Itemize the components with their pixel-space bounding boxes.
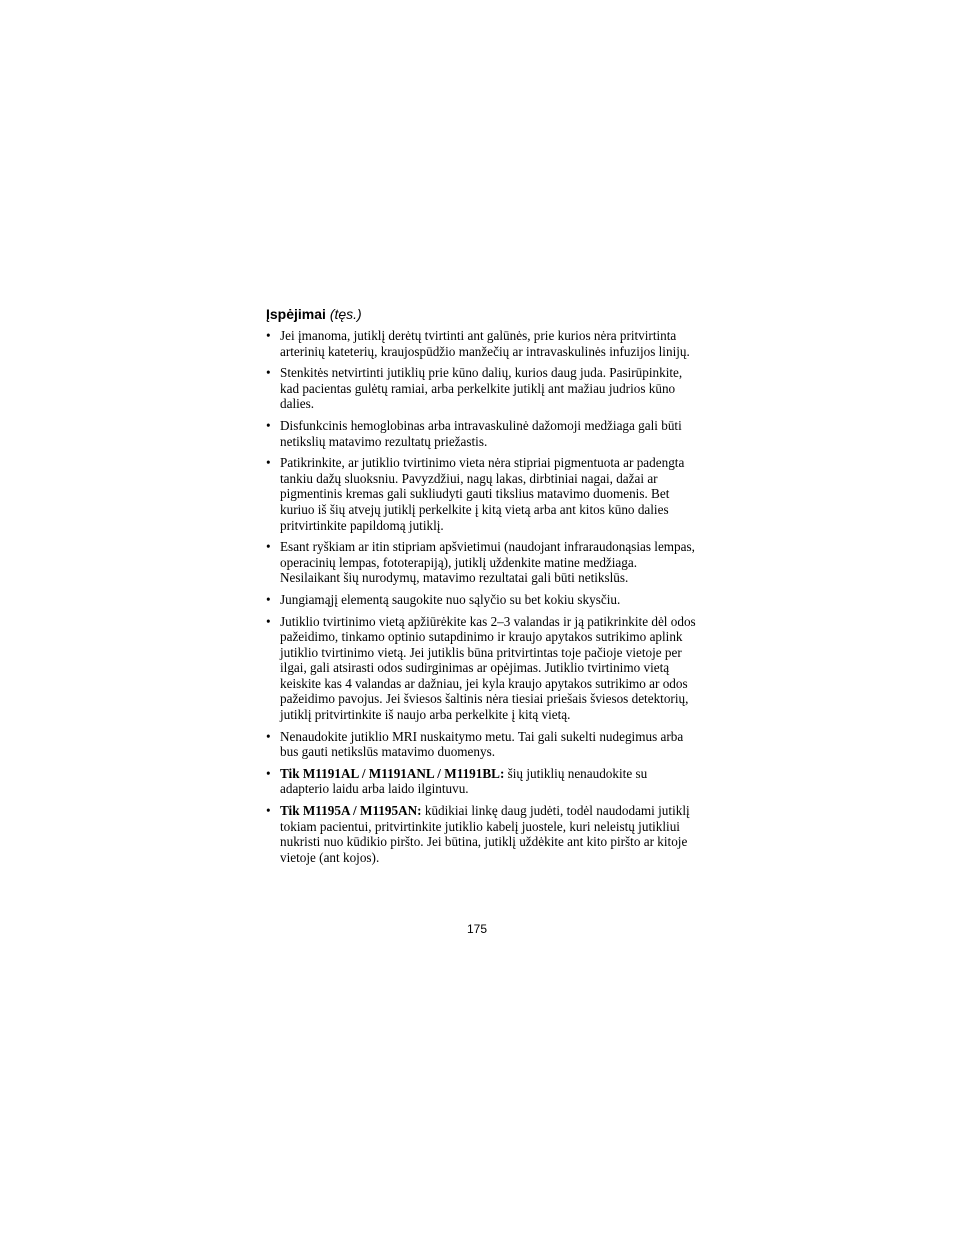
warning-text: Nenaudokite jutiklio MRI nuskaitymo metu. Tai gali sukelti nudegimus arba bus gauti netikslūs matavimo duomenys.	[280, 728, 684, 760]
bullet-icon: •	[266, 591, 271, 607]
page-content	[266, 306, 696, 871]
warning-item	[266, 729, 696, 760]
warning-lead: Tik M1191AL / M1191ANL / M1191BL:	[280, 765, 505, 781]
warning-item	[266, 592, 696, 608]
section-heading-title: Įspėjimai	[266, 306, 326, 322]
bullet-icon: •	[266, 539, 271, 555]
warning-text: Stenkitės netvirtinti jutiklių prie kūno dalių, kurios daug juda. Pasirūpinkite, kad pacientas gulėtų ramiai, arba perkelkite jutiklį ant mažiau judrios kūno dalies.	[280, 365, 683, 412]
warning-text: Jungiamąjį elementą saugokite nuo sąlyčio su bet kokiu skysčiu.	[280, 591, 621, 607]
warning-text: Patikrinkite, ar jutiklio tvirtinimo vieta nėra stipriai pigmentuota ar padengta tankiu dažų sluoksniu. Pavyzdžiui, nagų lakas, dirbtiniai nagai, dažai ar pigmentinis kremas gali sukliudyti gauti tikslius matavimo duomenis. Bet kuriuo iš šių atvejų jutiklį perkelkite į kitą vietą arba ant kitos kūno dalies pritvirtinkite papildomą jutiklį.	[280, 455, 685, 533]
warning-item	[266, 365, 696, 412]
warning-item	[266, 539, 696, 586]
warning-item	[266, 418, 696, 449]
bullet-icon: •	[266, 613, 271, 629]
warning-lead: Tik M1195A / M1195AN:	[280, 803, 422, 819]
warning-text: Jutiklio tvirtinimo vietą apžiūrėkite kas 2–3 valandas ir ją patikrinkite dėl odos pažeidimo, tinkamo optinio sutapdinimo ir kraujo apytakos sutrikimo aplink jutiklio tvirtinimo vietą. Jei jutiklis būna pritvirtintas toje pačioje vietoje per ilgai, gali atsirasti odos sudirginimas ar opėjimas. Jutiklio tvirtinimo vietą keiskite kas 4 valandas ar dažniau, jei kyla kraujo apytakos sutrikimo ar odos pažeidimo pavojus. Jei šviesos šaltinis nėra tiesiai priešais šviesos detektorių, jutiklį pritvirtinkite iš naujo arba perkelkite į kitą vietą.	[280, 613, 696, 723]
warning-text: Disfunkcinis hemoglobinas arba intravaskulinė dažomoji medžiaga gali būti netikslių matavimo rezultatų priežastis.	[280, 417, 682, 449]
warnings-list	[266, 328, 696, 865]
bullet-icon: •	[266, 365, 271, 381]
warning-text: šių jutiklių nenaudokite su adapterio laidu arba laido ilgintuvu.	[280, 765, 648, 797]
bullet-icon: •	[266, 728, 271, 744]
bullet-icon: •	[266, 765, 271, 781]
warning-item	[266, 328, 696, 359]
section-heading-continued: (tęs.)	[329, 306, 362, 322]
bullet-icon: •	[266, 455, 271, 471]
warning-item	[266, 766, 696, 797]
page-number: 175	[466, 922, 488, 936]
section-heading	[266, 306, 696, 323]
bullet-icon: •	[266, 328, 271, 343]
bullet-icon: •	[266, 803, 271, 819]
warning-item	[266, 803, 696, 865]
warning-item	[266, 614, 696, 723]
warning-text: kūdikiai linkę daug judėti, todėl naudodami jutiklį tokiam pacientui, pritvirtinkite jutiklio kabelį juostele, kuri neleistų jutikliui nukristi nuo kūdikio piršto. Jei būtina, jutiklį uždėkite ant kito piršto ar kitoje vietoje (ant kojos).	[280, 803, 690, 865]
warning-item	[266, 455, 696, 533]
bullet-icon: •	[266, 417, 271, 433]
warning-text: Esant ryškiam ar itin stipriam apšvietimui (naudojant infraraudonąsias lempas, operacinių lempas, fototerapiją), jutiklį uždenkite matine medžiaga. Nesilaikant šių nurodymų, matavimo rezultatai gali būti netikslūs.	[280, 539, 695, 586]
warning-text: Jei įmanoma, jutiklį derėtų tvirtinti ant galūnės, prie kurios nėra pritvirtinta arterinių kateterių, kraujospūdžio manžečių ar intravaskulinės infuzijos linijų.	[280, 328, 690, 359]
